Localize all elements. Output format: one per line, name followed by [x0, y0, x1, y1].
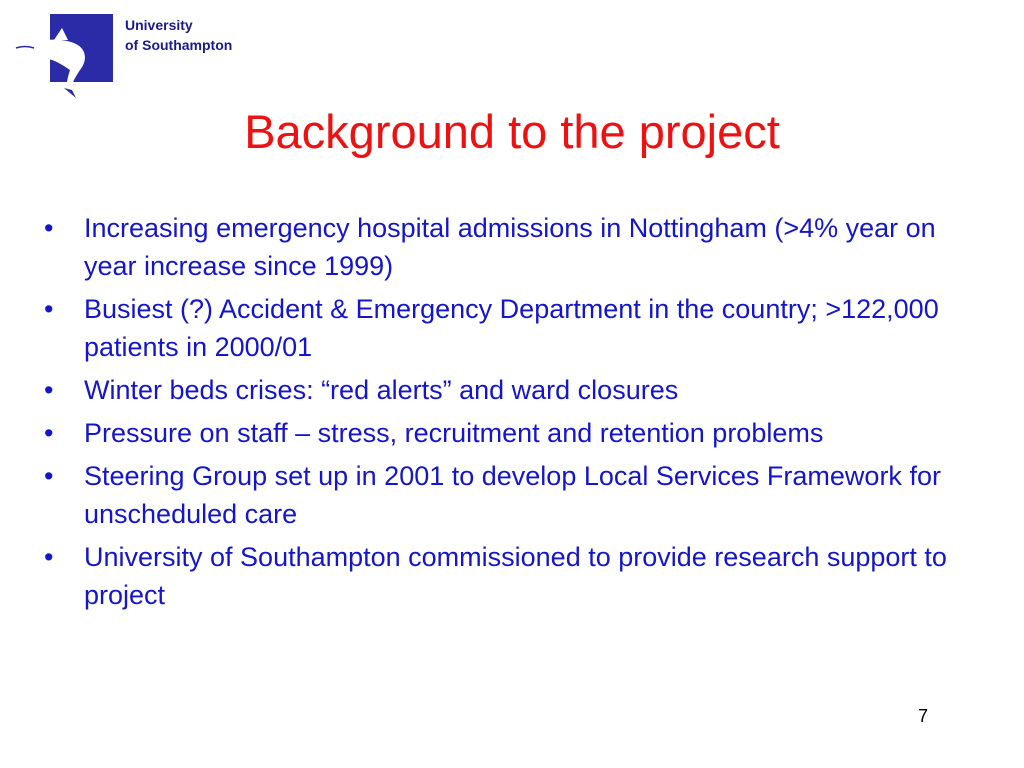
bullet-text: Steering Group set up in 2001 to develop Local Services Framework for unscheduled care: [84, 461, 941, 529]
bullet-item: [44, 290, 984, 366]
bullet-item: [44, 457, 984, 533]
dolphin-icon: [14, 10, 124, 100]
bullet-dot: •: [44, 418, 54, 448]
bullet-dot: •: [44, 294, 54, 324]
bullet-item: [44, 371, 984, 409]
university-logo: [14, 10, 264, 100]
page-number: 7: [918, 706, 929, 726]
slide-title: Background to the project: [244, 105, 780, 158]
bullet-text: University of Southampton commissioned to provide research support to project: [84, 542, 947, 610]
logo-line-2: of Southampton: [125, 37, 233, 53]
bullet-dot: •: [44, 375, 54, 405]
bullet-text: Busiest (?) Accident & Emergency Department in the country; >122,000 patients in 2000/01: [84, 294, 939, 362]
bullet-dot: •: [44, 213, 54, 243]
logo-line-1: University: [125, 17, 193, 33]
bullet-dot: •: [44, 542, 54, 572]
bullet-text: Pressure on staff – stress, recruitment and retention problems: [84, 418, 824, 448]
bullet-text: Increasing emergency hospital admissions in Nottingham (>4% year on year increase since 1999): [84, 213, 936, 281]
bullet-item: [44, 209, 984, 285]
logo-text: [125, 15, 232, 55]
bullet-list: [44, 209, 984, 619]
bullet-item: [44, 414, 984, 452]
bullet-dot: •: [44, 461, 54, 491]
bullet-text: Winter beds crises: “red alerts” and ward closures: [84, 375, 679, 405]
bullet-item: [44, 538, 984, 614]
